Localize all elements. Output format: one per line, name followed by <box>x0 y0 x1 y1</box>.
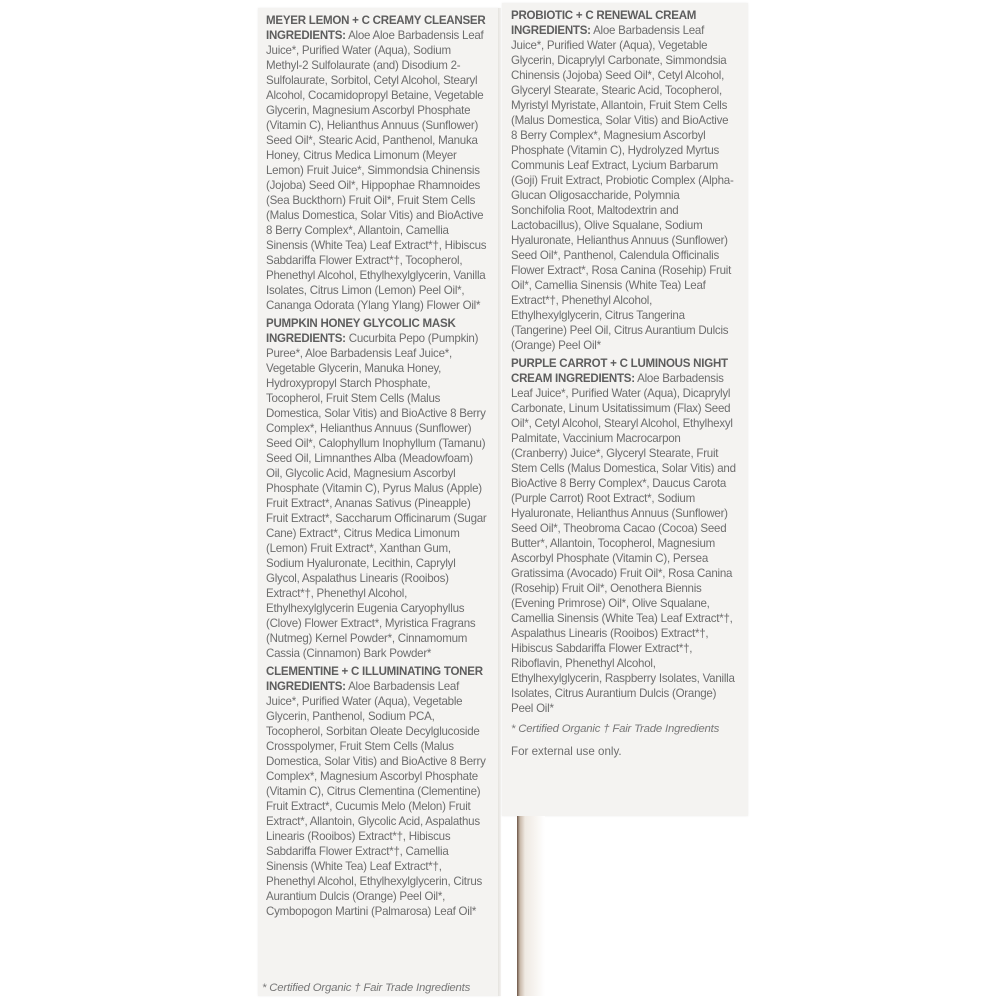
ingredient-list: Cucurbita Pepo (Pumpkin) Puree*, Aloe Barbadensis Leaf Juice*, Vegetable Glycerin, Manuka Honey, Hydroxypropyl Starch Phosphate, Tocopherol, Fruit Stem Cells (Malus Domestica, Solar Vitis) and BioActive 8 Berry Complex*, Helianthus Annuus (Sunflower) Seed Oil*, Calophyllum Inophyllum (Tamanu) Seed Oil, Limnanthes Alba (Meadowfoam) Oil, Glycolic Acid, Magnesium Ascorbyl Phosphate (Vitamin C), Pyrus Malus (Apple) Fruit Extract*, Ananas Sativus (Pineapple) Fruit Extract*, Saccharum Officinarum (Sugar Cane) Extract*, Citrus Medica Limonum (Lemon) Fruit Extract*, Xanthan Gum, Sodium Hyaluronate, Lecithin, Caprylyl Glycol, Aspalathus Linearis (Rooibos) Extract*†, Phenethyl Alcohol, Ethylhexylglycerin Eugenia Caryophyllus (Clove) Flower Extract*, Myristica Fragrans (Nutmeg) Kernel Powder*, Cinnamomum Cassia (Cinnamon) Bark Powder* <box>266 331 487 660</box>
product-title: PUMPKIN HONEY GLYCOLIC MASK INGREDIENTS: <box>266 316 456 345</box>
product-title: PROBIOTIC + C RENEWAL CREAM INGREDIENTS: <box>511 8 697 37</box>
product-title: MEYER LEMON + C CREAMY CLEANSER INGREDIENTS: <box>266 13 486 42</box>
ingredient-list: Aloe Barbadensis Leaf Juice*, Purified Water (Aqua), Dicaprylyl Carbonate, Linum Usitatissimum (Flax) Seed Oil*, Cetyl Alcohol, Stearyl Alcohol, Ethylhexyl Palmitate, Vaccinium Macrocarpon (Cranberry) Juice*, Glyceryl Stearate, Fruit Stem Cells (Malus Domestica, Solar Vitis) and BioActive 8 Berry Complex*, Daucus Carota (Purple Carrot) Root Extract*, Sodium Hyaluronate, Helianthus Annuus (Sunflower) Seed Oil*, Theobroma Cacao (Cocoa) Seed Butter*, Allantoin, Tocopherol, Magnesium Ascorbyl Phosphate (Vitamin C), Persea Gratissima (Avocado) Fruit Oil*, Rosa Canina (Rosehip) Fruit Oil*, Oenothera Biennis (Evening Primrose) Oil*, Olive Squalane, Camellia Sinensis (White Tea) Leaf Extract*†, Aspalathus Linearis (Rooibos) Extract*†, Hibiscus Sabdariffa Flower Extract*†, Riboflavin, Phenethyl Alcohol, Ethylhexylglycerin, Raspberry Isolates, Vanilla Isolates, Citrus Aurantium Dulcis (Orange) Peel Oil* <box>511 371 736 715</box>
ingredient-entry-cleanser <box>266 13 489 313</box>
ingredient-list: Aloe Aloe Barbadensis Leaf Juice*, Purified Water (Aqua), Sodium Methyl-2 Sulfolaurate (and) Disodium 2-Sulfolaurate, Sorbitol, Cetyl Alcohol, Stearyl Alcohol, Cocamidopropyl Betaine, Vegetable Glycerin, Magnesium Ascorbyl Phosphate (Vitamin C), Helianthus Annuus (Sunflower) Seed Oil*, Stearic Acid, Panthenol, Manuka Honey, Citrus Medica Limonum (Meyer Lemon) Fruit Juice*, Simmondsia Chinensis (Jojoba) Seed Oil*, Hippophae Rhamnoides (Sea Buckthorn) Fruit Oil*, Fruit Stem Cells (Malus Domestica, Solar Vitis) and BioActive 8 Berry Complex*, Allantoin, Camellia Sinensis (White Tea) Leaf Extract*†, Hibiscus Sabdariffa Flower Extract*†, Tocopherol, Phenethyl Alcohol, Ethylhexylglycerin, Vanilla Isolates, Citrus Limon (Lemon) Peel Oil*, Cananga Odorata (Ylang Ylang) Flower Oil* <box>266 28 487 312</box>
ingredients-column-right <box>511 8 743 759</box>
panel-fold-shadow <box>498 8 501 996</box>
product-title: CLEMENTINE + C ILLUMINATING TONER INGREDIENTS: <box>266 664 483 693</box>
footnote-legend: * Certified Organic † Fair Trade Ingredients <box>511 723 720 735</box>
ingredient-entry-renewal-cream <box>511 8 736 353</box>
ingredient-list: Aloe Barbadensis Leaf Juice*, Purified Water (Aqua), Vegetable Glycerin, Panthenol, Sodium PCA, Tocopherol, Sorbitan Oleate Decylglucoside Crosspolymer, Fruit Stem Cells (Malus Domestica, Solar Vitis) and BioActive 8 Berry Complex*, Magnesium Ascorbyl Phosphate (Vitamin C), Citrus Clementina (Clementine) Fruit Extract*, Cucumis Melo (Melon) Fruit Extract*, Allantoin, Glycolic Acid, Aspalathus Linearis (Rooibos) Extract*†, Hibiscus Sabdariffa Flower Extract*†, Camellia Sinensis (White Tea) Leaf Extract*†, Phenethyl Alcohol, Ethylhexylglycerin, Citrus Aurantium Dulcis (Orange) Peel Oil*, Cymbopogon Martini (Palmarosa) Leaf Oil* <box>266 679 486 918</box>
ingredient-entry-night-cream <box>511 356 736 716</box>
ingredient-entry-toner <box>266 664 489 919</box>
external-use-note: For external use only. <box>511 745 622 758</box>
product-title: PURPLE CARROT + C LUMINOUS NIGHT CREAM INGREDIENTS: <box>511 356 728 385</box>
ingredient-entry-mask <box>266 316 489 661</box>
ingredients-column-left <box>266 13 496 922</box>
footnote-legend: * Certified Organic † Fair Trade Ingredients <box>262 982 471 994</box>
package-edge <box>517 816 545 996</box>
ingredient-list: Aloe Barbadensis Leaf Juice*, Purified Water (Aqua), Vegetable Glycerin, Dicaprylyl Carbonate, Simmondsia Chinensis (Jojoba) Seed Oil*, Cetyl Alcohol, Glyceryl Stearate, Stearic Acid, Tocopherol, Myristyl Myristate, Allantoin, Fruit Stem Cells (Malus Domestica, Solar Vitis) and BioActive 8 Berry Complex*, Magnesium Ascorbyl Phosphate (Vitamin C), Hydrolyzed Myrtus Communis Leaf Extract, Lycium Barbarum (Goji) Fruit Extract, Probiotic Complex (Alpha-Glucan Oligosaccharide, Polymnia Sonchifolia Root, Maltodextrin and Lactobacillus), Olive Squalane, Sodium Hyaluronate, Helianthus Annuus (Sunflower) Seed Oil*, Panthenol, Calendula Officinalis Flower Extract*, Rosa Canina (Rosehip) Fruit Oil*, Camellia Sinensis (White Tea) Leaf Extract*†, Phenethyl Alcohol, Ethylhexylglycerin, Citrus Tangerina (Tangerine) Peel Oil, Citrus Aurantium Dulcis (Orange) Peel Oil* <box>511 23 734 352</box>
